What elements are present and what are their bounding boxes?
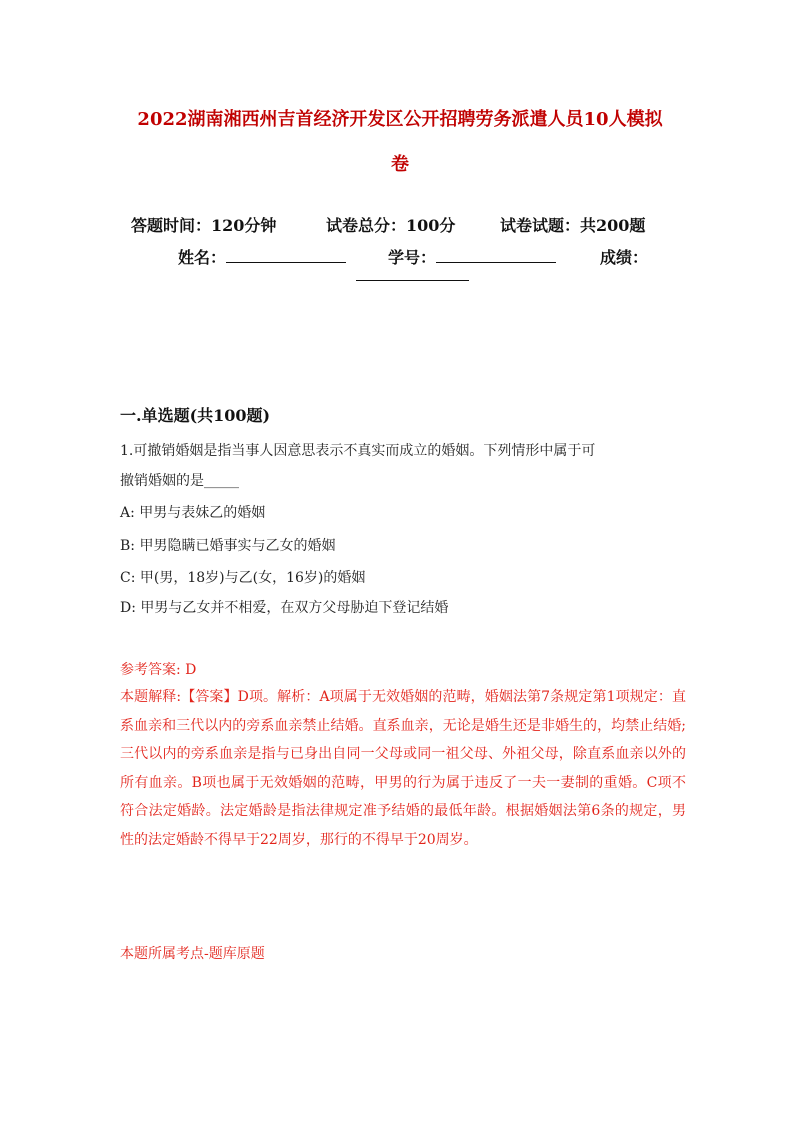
option-d: D: 甲男与乙女并不相爱，在双方父母胁迫下登记结婚 — [120, 600, 449, 616]
question-stem-line1: 1.可撤销婚姻是指当事人因意思表示不真实而成立的婚姻。下列情形中属于可 — [120, 443, 596, 459]
option-c: C: 甲(男，18岁)与乙(女，16岁)的婚姻 — [120, 570, 366, 586]
section-title: 一.单选题(共100题) — [120, 406, 271, 425]
score-label: 成绩： — [600, 248, 649, 267]
question-source: 本题所属考点-题库原题 — [120, 946, 265, 962]
answer-explanation: 本题解释:【答案】D项。解析：A项属于无效婚姻的范畴，婚姻法第7条规定第1项规定：直系血亲和三代以内的旁系血亲禁止结婚。直系血亲，无论是婚生还是非婚生的，均禁止结婚;三代以内的旁系血亲是指与已身出自同一父母或同一祖父母、外祖父母，除直系血亲以外的所有血亲。B项也属于无效婚姻的范畴，甲男的行为属于违反了一夫一妻制的重婚。C项不符合法定婚龄。法定婚龄是指法律规定准予结婚的最低年龄。根据婚姻法第6条的规定，男性的法定婚龄不得早于22周岁，那行的不得早于20周岁。 — [120, 689, 686, 848]
exam-duration: 答题时间：120分钟 — [131, 216, 277, 235]
exam-total-score: 试卷总分：100分 — [326, 216, 456, 235]
student-id-field — [388, 245, 556, 268]
question-stem-line2: 撤销婚姻的是_____ — [120, 473, 239, 489]
student-id-blank — [436, 248, 556, 263]
name-blank — [226, 248, 346, 263]
score-blank — [356, 266, 469, 281]
score-blank-row — [356, 266, 469, 285]
student-id-label: 学号： — [388, 248, 437, 267]
option-b: B: 甲男隐瞒已婚事实与乙女的婚姻 — [120, 538, 336, 554]
exam-title-line2: 卷 — [391, 154, 409, 175]
exam-total-questions: 试卷试题：共200题 — [500, 216, 646, 235]
option-a: A: 甲男与表妹乙的婚姻 — [120, 505, 266, 521]
reference-answer: 参考答案: D — [120, 662, 197, 678]
exam-title-line1: 2022湖南湘西州吉首经济开发区公开招聘劳务派遣人员10人模拟 — [137, 109, 663, 130]
name-field — [178, 245, 346, 268]
score-field — [600, 245, 648, 268]
name-label: 姓名： — [178, 248, 227, 267]
